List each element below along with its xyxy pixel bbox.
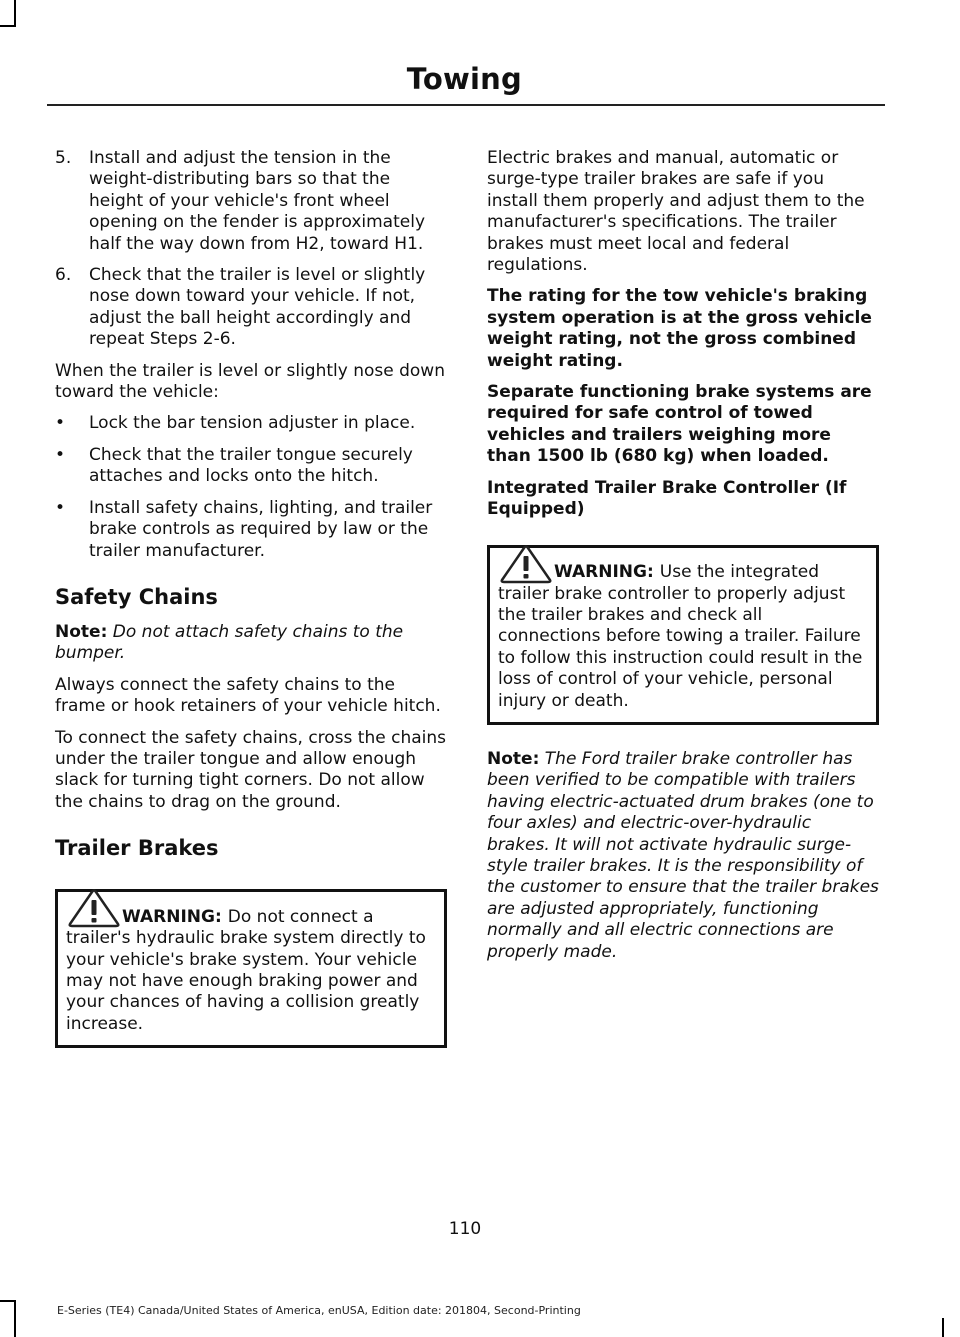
warning-first-text: Do not connect a <box>227 906 374 927</box>
trailer-brakes-heading: Trailer Brakes <box>55 836 219 861</box>
warning-box <box>487 545 879 725</box>
warning-first-text: Use the integrated <box>659 562 819 583</box>
bullet-text: Lock the bar tension adjuster in place. <box>89 413 416 434</box>
crop-mark-top-left-h <box>0 25 16 27</box>
list-item <box>55 445 447 488</box>
page-number: 110 <box>448 1219 482 1239</box>
bullet-icon: • <box>55 413 66 434</box>
crop-mark-bottom-right-v <box>942 1318 944 1337</box>
right-column <box>487 148 879 973</box>
warning-box <box>55 889 447 1048</box>
warning-first-line <box>66 906 436 928</box>
safety-chains-heading: Safety Chains <box>55 584 218 609</box>
list-item <box>55 498 447 562</box>
crop-mark-top-left-v <box>14 0 16 26</box>
bullet-text: Install safety chains, lighting, and trailer brake controls as required by law or the trailer manufacturer. <box>89 497 433 561</box>
step-text: Install and adjust the tension in the weight-distributing bars so that the height of your vehicle's front wheel opening on the fender is approximately half the way down from H2, toward H1. <box>89 148 426 254</box>
warning-first-line <box>498 562 868 584</box>
separate-brakes-paragraph: Separate functioning brake systems are required for safe control of towed vehicles and trailers weighing more than 1500 lb (680 kg) when loaded. <box>487 382 872 467</box>
note-text: Do not attach safety chains to the bumper. <box>55 621 404 664</box>
warning-text: trailer brake controller to properly adjust the trailer brakes and check all connections before towing a trailer. Failure to follow this instruction could result in the loss of control of your vehicle, personal injury or death. <box>498 583 863 711</box>
warning-label: WARNING: <box>554 562 654 583</box>
header-divider <box>47 104 885 106</box>
left-column <box>55 148 447 1072</box>
step-number: 5. <box>55 148 72 168</box>
warning-triangle-icon <box>66 888 122 928</box>
integrated-controller-heading: Integrated Trailer Brake Controller (If Equipped) <box>487 477 847 520</box>
page-title: Towing <box>406 62 522 96</box>
braking-rating-paragraph: The rating for the tow vehicle's braking system operation is at the gross vehicle weight rating, not the gross combined weight rating. <box>487 286 872 371</box>
bullet-icon: • <box>55 444 66 465</box>
safety-note <box>55 622 447 665</box>
intro-paragraph: When the trailer is level or slightly nose down toward the vehicle: <box>55 360 445 403</box>
controller-note <box>487 749 879 963</box>
brakes-paragraph: Electric brakes and manual, automatic or surge-type trailer brakes are safe if you install them properly and adjust them to the manufacturer's specifications. The trailer brakes must meet local and federal regulations. <box>487 148 865 276</box>
list-item <box>55 413 447 434</box>
footer-edition-text: E-Series (TE4) Canada/United States of America, enUSA, Edition date: 201804, Second-Printing <box>57 1304 581 1317</box>
warning-triangle-icon <box>498 544 554 584</box>
step-number: 6. <box>55 265 72 286</box>
bullet-icon: • <box>55 497 66 518</box>
warning-label: WARNING: <box>122 906 222 927</box>
step-5 <box>55 148 447 255</box>
safety-paragraph-2: To connect the safety chains, cross the chains under the trailer tongue and allow enough slack for turning tight corners. Do not allow the chains to drag on the ground. <box>55 727 446 812</box>
step-text: Check that the trailer is level or slightly nose down toward your vehicle. If not, adjust the ball height accordingly and repeat Steps 2-6. <box>89 265 426 350</box>
note-label: Note: <box>55 621 108 642</box>
note-text: The Ford trailer brake controller has been verified to be compatible with trailers having electric-actuated drum brakes (one to four axles) and electric-over-hydraulic brakes. It will not activate hydraulic surge-style trailer brakes. It is the responsibility of the customer to ensure that the trailer brakes are adjusted appropriately, functioning normally and all electric connections are properly made. <box>487 748 879 962</box>
safety-paragraph-1: Always connect the safety chains to the frame or hook retainers of your vehicle hitch. <box>55 674 441 717</box>
bullet-text: Check that the trailer tongue securely attaches and locks onto the hitch. <box>89 444 413 487</box>
crop-mark-bottom-left-h <box>0 1300 16 1302</box>
note-label: Note: <box>487 748 540 769</box>
step-6 <box>55 265 447 351</box>
warning-text: trailer's hydraulic brake system directly to your vehicle's brake system. Your vehicle may not have enough braking power and your chances of having a collision greatly increase. <box>66 928 426 1034</box>
crop-mark-bottom-left-v <box>14 1300 16 1337</box>
